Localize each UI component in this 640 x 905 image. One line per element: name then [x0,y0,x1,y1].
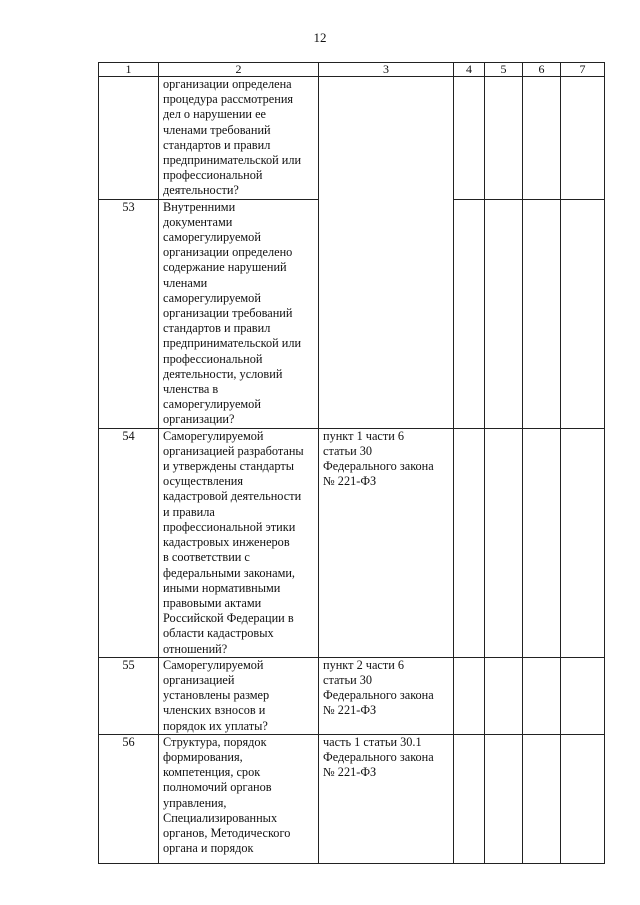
column-header-number: 1 [99,63,159,77]
answer-cell [485,734,523,863]
legal-basis-cell [319,734,454,863]
answer-cell [485,77,523,200]
answer-cell [454,428,485,657]
row-number [99,77,159,200]
answer-cell [454,77,485,200]
question-cell [159,734,319,863]
table-row [99,428,605,657]
answer-cell [523,77,561,200]
question-text: организации определена процедура рассмотрения дел о нарушении ее членами требований стандартов и правил предпринимательской или профессиональной деятельности? [163,77,302,198]
question-cell [159,657,319,734]
question-text: Саморегулируемой организацией установлены размер членских взносов и порядок их уплаты? [163,657,270,733]
legal-basis-text: пункт 1 части 6 статьи 30 Федерального закона № 221-ФЗ [323,428,434,489]
row-number: 56 [99,734,159,863]
answer-cell [485,199,523,428]
legal-basis-cell [319,428,454,657]
column-header-7: 7 [561,63,605,77]
page-number: 12 [313,30,327,45]
answer-cell [561,428,605,657]
question-text: Саморегулируемой организацией разработаны и утверждены стандарты осуществления кадастровой деятельности и правила профессиональной этики кадастровых инженеров в соответствии с федеральными законами, иными нормативными правовыми актами Российской Федерации в области кадастровых отношений? [163,428,304,656]
answer-cell [561,734,605,863]
checklist-table [98,62,605,864]
legal-basis-text: часть 1 статьи 30.1 Федерального закона № 221-ФЗ [323,734,434,780]
question-text: Структура, порядок формирования, компетенция, срок полномочий органов управления, Специализированных органов, Методического органа и порядок [163,734,291,856]
answer-cell [561,199,605,428]
question-cell [159,77,319,200]
answer-cell [454,199,485,428]
answer-cell [454,734,485,863]
column-header-5: 5 [485,63,523,77]
question-cell [159,199,319,428]
answer-cell [523,428,561,657]
question-text: Внутренними документами саморегулируемой организации определено содержание нарушений членами саморегулируемой организации требований стандартов и правил предпринимательской или профессиональной деятельности, условий членства в саморегулируемой организации? [163,199,302,427]
table-row [99,657,605,734]
column-header-basis: 3 [319,63,454,77]
column-header-question: 2 [159,63,319,77]
answer-cell [485,657,523,734]
legal-basis-cell [319,657,454,734]
row-number: 54 [99,428,159,657]
answer-cell [561,657,605,734]
row-number: 55 [99,657,159,734]
legal-basis-text: пункт 2 части 6 статьи 30 Федерального закона № 221-ФЗ [323,657,434,718]
legal-basis-cell [319,77,454,429]
answer-cell [523,199,561,428]
table-row [99,734,605,863]
answer-cell [485,428,523,657]
answer-cell [523,657,561,734]
answer-cell [561,77,605,200]
question-cell [159,428,319,657]
row-number: 53 [99,199,159,428]
column-header-4: 4 [454,63,485,77]
column-header-6: 6 [523,63,561,77]
table-row [99,77,605,200]
header-row [99,63,605,77]
answer-cell [454,657,485,734]
answer-cell [523,734,561,863]
